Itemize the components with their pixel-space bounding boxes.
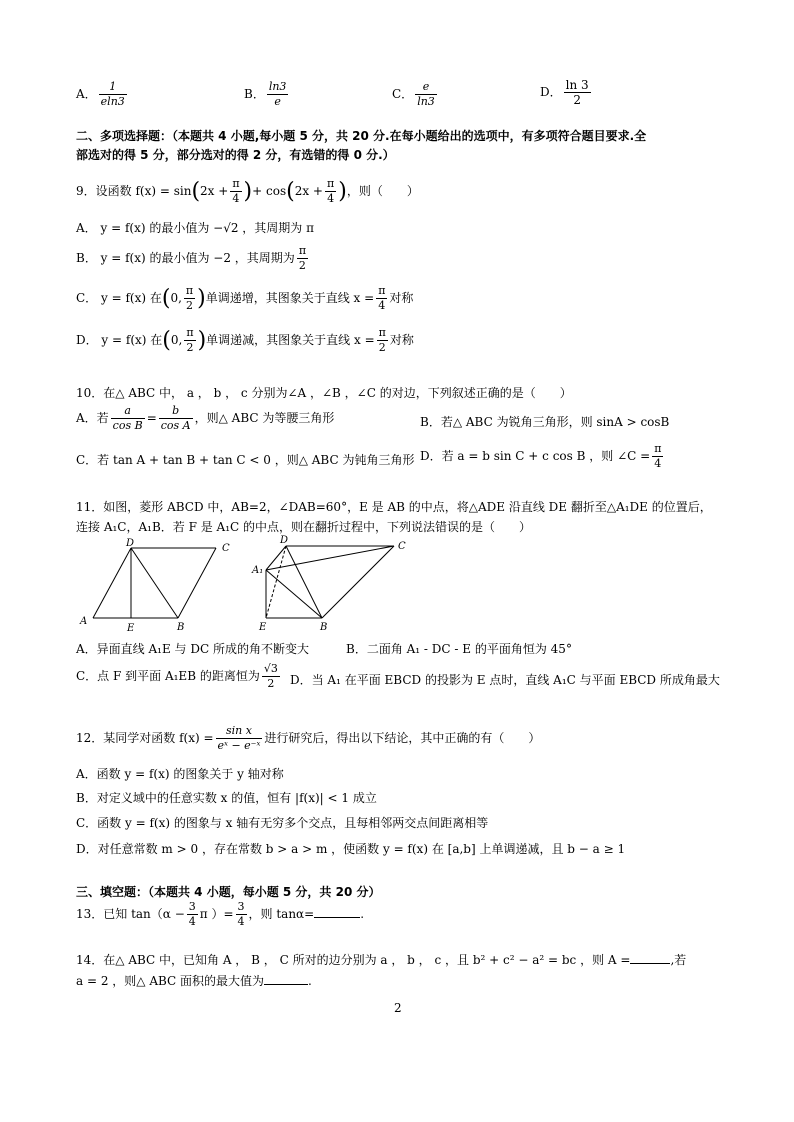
q11-option-c: C．点 F 到平面 A₁EB 的距离恒为 $\frac{√3}{2}$ [76,662,278,690]
q14-answer-blank-area[interactable] [264,972,308,985]
page-number: 2 [394,1001,402,1015]
q11-option-a: A．异面直线 A₁E 与 DC 所成的角不断变大 [76,642,309,656]
q9-option-c: C． y = f(x) 在(0, $\frac{\pi}{2}$ )单调递增，其图象关于直线 x = $\frac{\pi}{4}$ 对称 [76,284,414,312]
fig2-label-d: D [280,535,289,546]
q11-stem-line2: 连接 A₁C，A₁B．若 F 是 A₁C 的中点，则在翻折过程中，下列说法错误的是（ ） [76,520,532,534]
q9-option-d: D． y = f(x) 在(0, $\frac{\pi}{2}$ )单调递减，其图象关于直线 x = $\frac{\pi}{2}$ 对称 [76,326,414,354]
q11-stem-line1: 11．如图，菱形 ABCD 中，AB=2，∠DAB=60°，E 是 AB 的中点，将△ADE 沿直线 DE 翻折至△A₁DE 的位置后， [76,500,712,514]
fig1-label-b: B [177,622,185,633]
q9-option-b: B． y = f(x) 的最小值为 −2 ，其周期为 $\frac{\pi}{2}$ [76,244,307,272]
fig1-label-a: A [80,616,88,627]
q12-option-b: B．对定义域中的任意实数 x 的值，恒有 |f(x)| < 1 成立 [76,791,377,805]
q14-line2: a = 2 ，则△ ABC 面积的最大值为 . [76,974,312,988]
fig1-label-d: D [126,538,135,549]
q8-option-a: A． $\frac{1}{eln3}$ [76,80,125,108]
q8-option-d: D． $\frac{\ln 3}{2}$ [540,78,589,107]
q10-option-d: D．若 a = b sin C + c cos B ，则 ∠C = $\frac{\pi}{4}$ [420,442,662,470]
fig2-label-c: C [398,541,406,552]
q10-option-b: B．若△ ABC 为锐角三角形，则 sinA > cosB [420,415,670,429]
q14-answer-blank-a[interactable] [630,951,670,964]
q9-stem: 9．设函数 f(x) = sin(2x + $\frac{\pi}{4}$ )+ cos(2x + $\frac{\pi}{4}$ )，则（ ） [76,177,419,205]
q12-option-a: A．函数 y = f(x) 的图象关于 y 轴对称 [76,767,284,781]
q8-option-b: B． $\frac{\ln 3}{e}$ [244,80,287,108]
fig2-label-a1: A₁ [252,565,264,576]
q12-option-c: C．函数 y = f(x) 的图象与 x 轴有无穷多个交点，且每相邻两交点间距离相等 [76,816,489,830]
q10-option-c: C．若 tan A + tan B + tan C < 0 ，则△ ABC 为钝角三角形 [76,453,415,467]
q11-option-d: D．当 A₁ 在平面 EBCD 的投影为 E 点时，直线 A₁C 与平面 EBCD 所成角最大 [290,673,720,687]
q13-answer-blank[interactable] [314,905,360,918]
fig2-label-e: E [259,622,267,633]
section3-header: 三、填空题：（本题共 4 小题，每小题 5 分，共 20 分） [76,885,381,899]
q12-stem: 12．某同学对函数 f(x) = $\frac{\text{sin x}}{\text{eˣ − e⁻ˣ}}$ 进行研究后，得出以下结论，其中正确的有（ ） [76,724,541,752]
q9-option-a: A． y = f(x) 的最小值为 −√2 ，其周期为 π [76,221,314,235]
fig2-label-b: B [320,622,328,633]
q12-option-d: D．对任意常数 m > 0 ，存在常数 b > a > m ，使函数 y = f(x) 在 [a,b] 上单调递减，且 b − a ≥ 1 [76,842,626,856]
section2-header-line2: 部选对的得 5 分，部分选对的得 2 分，有选错的得 0 分.） [76,148,395,162]
q14-line1: 14．在△ ABC 中，已知角 A ， B ， C 所对的边分别为 a ， b ， c ，且 b² + c² − a² = bc ，则 A = ,若 [76,953,687,967]
q13: 13．已知 tan（α − $\frac{3}{4}$ π ）= $\frac{3}{4}$ ，则 tanα= . [76,900,365,928]
q11-figure-rhombus [76,536,246,636]
q8-option-c: C． $\frac{e}{\ln 3}$ [392,80,435,108]
q11-figure-folded [246,532,416,634]
q10-option-a: A．若 $\frac{a}{\text{cos B}}$ = $\frac{b}{\text{cos A}}$ ，则△ ABC 为等腰三角形 [76,404,335,432]
q11-option-b: B．二面角 A₁ - DC - E 的平面角恒为 45° [346,642,572,656]
q10-stem: 10．在△ ABC 中， a ， b ， c 分别为∠A ，∠B ，∠C 的对边，下列叙述正确的是（ ） [76,386,572,400]
section2-header-line1: 二、多项选择题：（本题共 4 小题,每小题 5 分，共 20 分.在每小题给出的选项中，有多项符合题目要求.全 [76,129,647,143]
fig1-label-c: C [222,543,230,554]
fig1-label-e: E [127,623,135,634]
